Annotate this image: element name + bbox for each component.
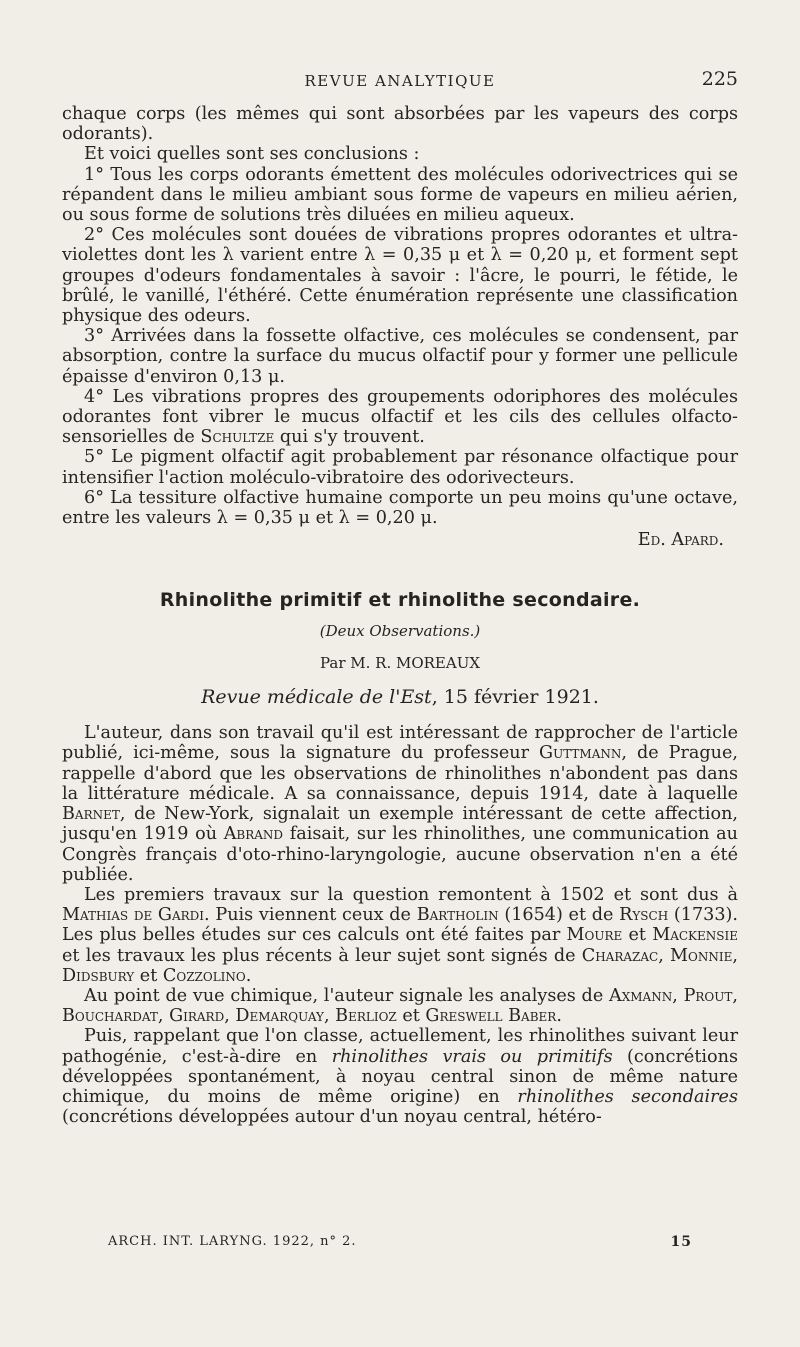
author-name: Demarquay — [235, 1006, 324, 1027]
author-name: Barnet — [62, 804, 120, 825]
source-journal: Revue médicale de l'Est — [201, 686, 432, 709]
author-name: Moure — [566, 925, 623, 946]
body-text — [62, 104, 738, 1127]
article-paragraph-2: Les premiers travaux sur la question remontent à 1502 et sont dus à Mathias de Gardi. Puis viennent ceux de Bartholin (1654) et de Rysch (1733). Les plus belles études sur ces calculs ont été faites par Moure et Mackensie et les travaux les plus récents à leur sujet sont signés de Charazac, Monnie, Didsbury et Cozzolino. — [62, 884, 738, 986]
term-italic: rhinolithes vrais ou primitifs — [331, 1046, 613, 1067]
author-name: Didsbury — [62, 965, 135, 986]
article-paragraph-3: Au point de vue chimique, l'auteur signale les analyses de Axmann, Prout, Bouchardat, Girard, Demarquay, Berlioz et Greswell Baber. — [62, 985, 738, 1027]
author-name: Bartholin — [416, 905, 499, 926]
conclusion-6: 6° La tessiture olfactive humaine comporte un peu moins qu'une octave, entre les valeurs λ = 0,35 μ et λ = 0,20 μ. — [62, 487, 738, 529]
article-subtitle: (Deux Observations.) — [319, 621, 481, 640]
review-signature: Ed. Apard. — [637, 530, 724, 551]
conclusion-5: 5° Le pigment olfactif agit probablement par résonance olfactique pour intensifier l'action moléculo-vibratoire des odorivecteurs. — [62, 447, 738, 488]
page-header — [62, 68, 738, 92]
article-source — [62, 687, 738, 707]
author-name: Mathias de Gardi — [62, 905, 205, 926]
author-name: Abrand — [223, 824, 284, 845]
conclusion-1: 1° Tous les corps odorants émettent des molécules odorivectrices qui se répandent dans le milieu ambiant sous forme de vapeurs en milieu aérien, ou sous forme de solutions très diluées en milieu aqueux. — [62, 164, 738, 226]
author-name: Berlioz — [335, 1006, 397, 1027]
author-name: Guttmann — [539, 743, 622, 764]
author-name: Mackensie — [652, 925, 738, 946]
source-date: , 15 février 1921. — [431, 686, 599, 709]
article-paragraph-1: L'auteur, dans son travail qu'il est intéressant de rapprocher de l'article publié, ici-même, sous la signature du professeur Guttmann, de Prague, rappelle d'abord que les observations de rhinolithes n'abondent pas dans la littérature médicale. A sa connaissance, depuis 1914, date à laquelle Barnet, de New-York, signalait un exemple intéressant de cette affection, jusqu'en 1919 où Abrand faisait, sur les rhinolithes, une communication au Congrès français d'oto-rhino-laryngologie, aucune observation n'en a été publiée. — [62, 723, 738, 885]
running-title: REVUE ANALYTIQUE — [304, 72, 496, 90]
conclusion-3: 3° Arrivées dans la fossette olfactive, ces molécules se condensent, par absorption, contre la surface du mucus olfactif pour y former une pellicule épaisse d'environ 0,13 μ. — [62, 326, 738, 387]
author-name: Charazac — [581, 945, 659, 966]
term-italic: rhinolithes secondaires — [517, 1086, 738, 1107]
conclusion-4: 4° Les vibrations propres des groupements odoriphores des molécules odorantes font vibrer le mucus olfactif et les cils des cellules olfacto-sensorielles de Schultze qui s'y trouvent. — [62, 386, 738, 448]
author-name: Bouchardat — [62, 1006, 158, 1027]
article-author: Par M. R. MOREAUX — [319, 653, 481, 672]
page-number: 225 — [701, 68, 738, 90]
author-name: Prout — [683, 985, 733, 1006]
article-title: Rhinolithe primitif et rhinolithe secondaire. — [159, 589, 641, 612]
author-name: Cozzolino — [162, 965, 246, 986]
paragraph-conclusions: Et voici quelles sont ses conclusions : — [84, 144, 420, 165]
paragraph-intro: chaque corps (les mêmes qui sont absorbées par les vapeurs des corps odorants). — [62, 104, 738, 145]
author-name: Rysch — [619, 905, 669, 926]
author-name: Schultze — [200, 427, 275, 448]
author-name: Axmann — [609, 985, 673, 1006]
article-paragraph-4: Puis, rappelant que l'on classe, actuellement, les rhinolithes suivant leur pathogénie, c'est-à-dire en rhinolithes vrais ou primitifs (concrétions développées spontanément, à noyau central sinon de même nature chimique, du moins de même origine) en rhinolithes secondaires (concrétions développées autour d'un noyau central, hétéro- — [62, 1026, 738, 1128]
footer-sheet-number: 15 — [670, 1234, 692, 1250]
footer-journal: ARCH. INT. LARYNG. 1922, n° 2. — [108, 1234, 357, 1249]
conclusion-2: 2° Ces molécules sont douées de vibrations propres odorantes et ultra-violettes dont les λ varient entre λ = 0,35 μ et λ = 0,20 μ, et forment sept groupes d'odeurs fondamentales à savoir : l'âcre, le pourri, le fétide, le brûlé, le vanillé, l'éthéré. Cette énumération représente une classification physique des odeurs. — [62, 225, 738, 327]
author-name: Monnie — [670, 945, 733, 966]
author-name: Girard — [169, 1006, 225, 1027]
author-name: Greswell Baber — [425, 1006, 557, 1027]
